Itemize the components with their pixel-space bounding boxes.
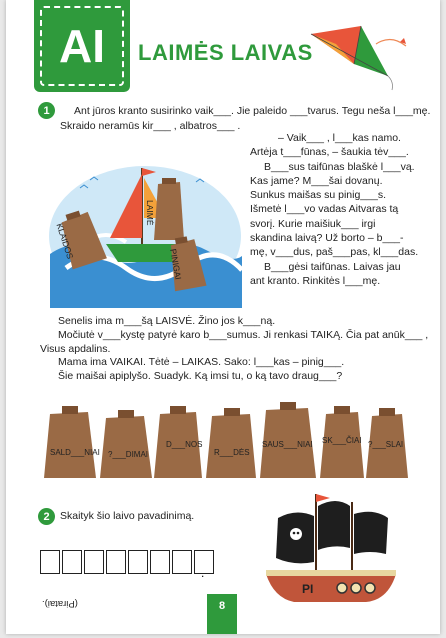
story-line: svorį. Kurie maišiuk___ irgi bbox=[250, 217, 376, 230]
story-line: Mama ima VAIKAI. Tėtė – LAIKAS. Sako: l___kas – pinig___. bbox=[58, 356, 345, 369]
story-line: B___gėsi taifūnas. Laivas jau bbox=[264, 260, 401, 273]
task-1-intro-line-2: Skraido neramūs kir___ , albatros___ . bbox=[60, 120, 241, 132]
task-1-number: 1 bbox=[38, 102, 55, 119]
page-number: 8 bbox=[207, 594, 237, 634]
story-line: Visus apdalins. bbox=[40, 342, 111, 355]
story-line: skandina laivą? Už borto – b___- bbox=[250, 232, 404, 245]
story-line: Senelis ima m___šą LAISVĖ. Žino jos k___ną. bbox=[58, 315, 276, 327]
answer-boxes bbox=[40, 550, 216, 574]
story-line: Išmetė l___vo vadas Aitvaras tą bbox=[250, 203, 399, 216]
lesson-label: AI bbox=[40, 6, 124, 86]
ship-sack-label-money: PINIGAI bbox=[168, 248, 184, 281]
answer-box[interactable] bbox=[150, 550, 170, 574]
answer-box[interactable] bbox=[62, 550, 82, 574]
story-line: Šie maišai apiplyšo. Suadyk. Ką imsi tu, o ką tavo draug___? bbox=[58, 370, 343, 383]
ship-name-label: PI bbox=[302, 582, 314, 596]
sack-label-toys: ?___DIMAI bbox=[108, 450, 149, 459]
story-line: B___sus taifūnas blaškė l___vą. bbox=[264, 160, 415, 173]
answer-box[interactable] bbox=[106, 550, 126, 574]
answer-box[interactable] bbox=[172, 550, 192, 574]
story-line: ant kranto. Rinkitės l___mę. bbox=[250, 274, 381, 287]
story-bottom-paragraph bbox=[40, 315, 428, 384]
sack-label-sweets: SALD___NIAI bbox=[50, 448, 100, 457]
sack-label-secrets: ?___SLAI bbox=[368, 440, 404, 449]
sack-label-worries: R___DĖS bbox=[214, 448, 250, 457]
kite-illustration bbox=[306, 24, 416, 94]
task-2-number: 2 bbox=[38, 508, 55, 525]
upside-down-answer: (Piratai). bbox=[42, 598, 78, 609]
story-line: – Vaik___ , l___kas namo. bbox=[278, 132, 401, 144]
answer-box[interactable] bbox=[84, 550, 104, 574]
answer-period: . bbox=[201, 566, 205, 580]
task-1-intro-line-1: Ant jūros kranto susirinko vaik___. Jie paleido ___tvarus. Tegu neša l___mę. bbox=[74, 105, 431, 117]
pirate-ship-illustration bbox=[256, 488, 406, 608]
story-line: Sunkus maišas su pinig___s. bbox=[250, 189, 386, 202]
sack-label-dried-fruit: SAUS___NIAI bbox=[262, 440, 313, 449]
answer-box[interactable] bbox=[40, 550, 60, 574]
sack-label-numbers: SK___ČIAI bbox=[322, 436, 362, 445]
ship-on-waves-illustration bbox=[46, 158, 244, 308]
answer-box[interactable] bbox=[128, 550, 148, 574]
story-line: Artėja t___fūnas, – šaukia tėv___. bbox=[250, 146, 409, 159]
ship-sack-label-mistakes: KLAIDOS bbox=[54, 222, 76, 261]
workbook-page bbox=[6, 0, 440, 634]
story-line: Kas jame? M___šai dovanų. bbox=[250, 174, 383, 187]
story-line: mę, v___dus, paš___pas, kl___das. bbox=[250, 246, 419, 259]
task-2-instruction: Skaityk šio laivo pavadinimą. bbox=[60, 510, 195, 522]
ship-sack-label-luck: LAIMĖ bbox=[145, 200, 155, 226]
lesson-tab bbox=[34, 0, 130, 92]
story-right-column bbox=[250, 131, 428, 288]
page-title: LAIMĖS LAIVAS bbox=[138, 40, 313, 65]
story-line: Močiutė v___kystę patyrė karo b___sumus. Ji renkasi TAIKĄ. Čia pat anūk___ , bbox=[58, 328, 429, 341]
sack-label-dreams: D___NOS bbox=[166, 440, 203, 449]
